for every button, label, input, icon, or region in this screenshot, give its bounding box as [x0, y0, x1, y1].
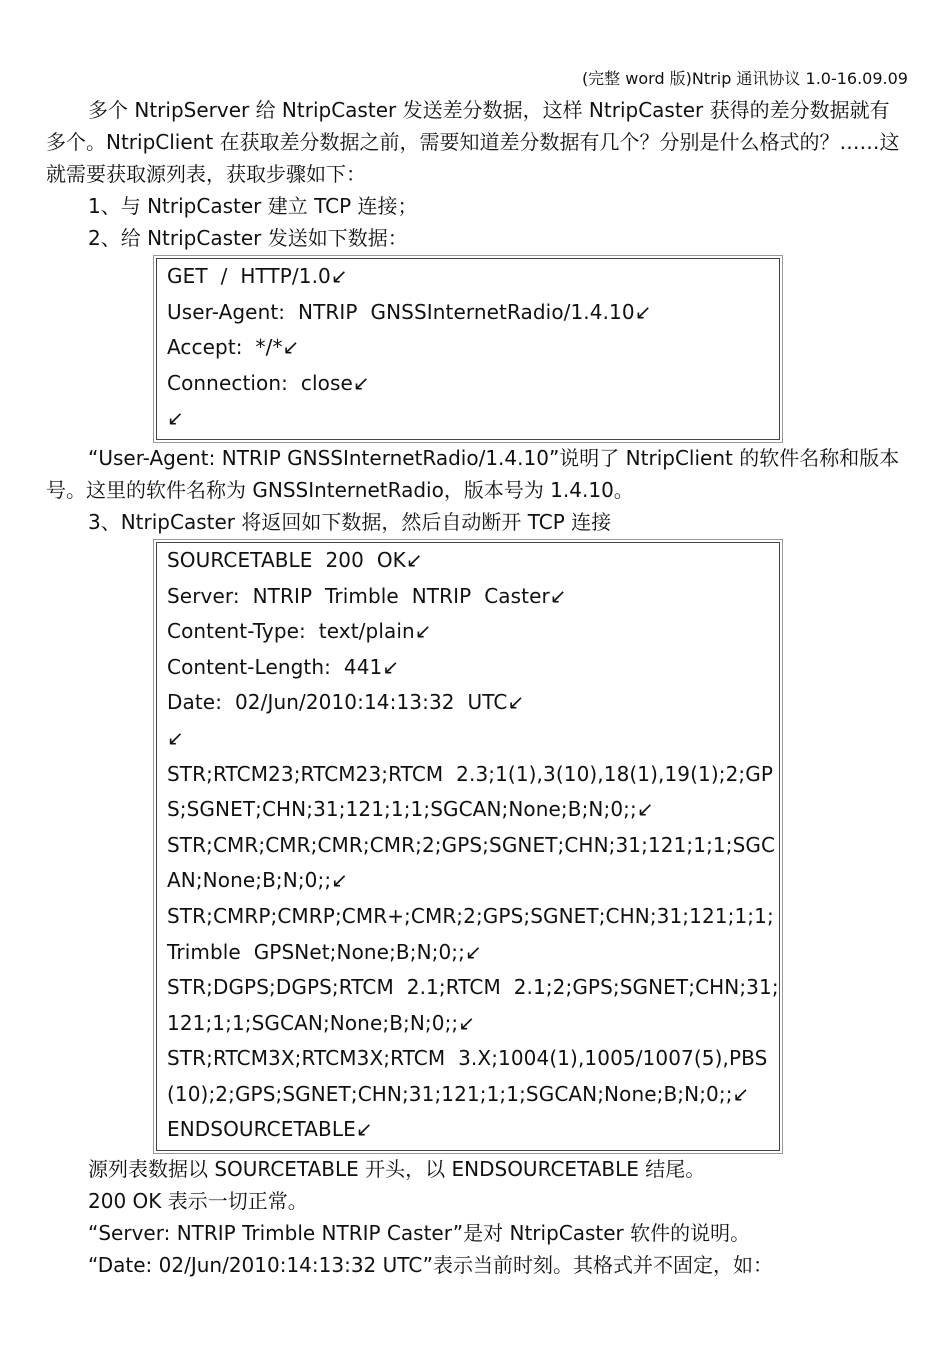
response-line: STR;RTCM3X;RTCM3X;RTCM 3.X;1004(1),1005/1007(5),PBS(10);2;GPS;SGNET;CHN;31;121;1;1;SGCAN;None;B;N;0;;↙	[167, 1046, 768, 1106]
response-line: STR;CMR;CMR;CMR;CMR;2;GPS;SGNET;CHN;31;121;1;1;SGCAN;None;B;N;0;;↙	[167, 832, 776, 893]
response-line: ↙	[167, 725, 184, 750]
response-line: STR;DGPS;DGPS;RTCM 2.1;RTCM 2.1;2;GPS;SGNET;CHN;31;121;1;1;SGCAN;None;B;N;0;;↙	[167, 975, 779, 1035]
response-line: Content-Type: text/plain↙	[167, 619, 432, 644]
step-2: 2、给 NtripCaster 发送如下数据：	[88, 226, 408, 250]
intro-paragraph: 多个 NtripServer 给 NtripCaster 发送差分数据，这样 NtripCaster 获得的差分数据就有多个。NtripClient 在获取差分数据之前，需要知道差分数据有几个？分别是什么格式的？……这就需要获取源列表，获取步骤如下：	[46, 98, 900, 186]
step-1: 1、与 NtripCaster 建立 TCP 连接；	[88, 194, 418, 218]
note-date: “Date: 02/Jun/2010:14:13:32 UTC”表示当前时刻。其格式并不固定，如：	[88, 1253, 774, 1278]
response-code-box	[156, 542, 780, 1151]
request-code-box	[156, 258, 780, 440]
response-line: SOURCETABLE 200 OK↙	[167, 547, 423, 572]
response-line: STR;RTCM23;RTCM23;RTCM 2.3;1(1),3(10),18(1),19(1);2;GPS;SGNET;CHN;31;121;1;1;SGCAN;None;B;N;0;;↙	[167, 761, 774, 822]
response-line: Content-Length: 441↙	[167, 654, 400, 679]
response-line: Date: 02/Jun/2010:14:13:32 UTC↙	[167, 690, 525, 715]
document-body	[46, 94, 908, 1281]
request-line: Accept: */*↙	[167, 335, 300, 360]
request-line: Connection: close↙	[167, 370, 370, 395]
response-line: ENDSOURCETABLE↙	[167, 1117, 373, 1142]
request-line: User-Agent: NTRIP GNSSInternetRadio/1.4.10↙	[167, 299, 652, 324]
explain-paragraph: “User-Agent: NTRIP GNSSInternetRadio/1.4.10”说明了 NtripClient 的软件名称和版本号。这里的软件名称为 GNSSInternetRadio，版本号为 1.4.10。	[46, 445, 900, 502]
note-server: “Server: NTRIP Trimble NTRIP Caster”是对 NtripCaster 软件的说明。	[88, 1221, 751, 1246]
request-line: ↙	[167, 406, 184, 431]
response-line: Server: NTRIP Trimble NTRIP Caster↙	[167, 583, 567, 608]
response-line: STR;CMRP;CMRP;CMR+;CMR;2;GPS;SGNET;CHN;31;121;1;1;Trimble GPSNet;None;B;N;0;;↙	[167, 903, 774, 964]
note-200-ok: 200 OK 表示一切正常。	[88, 1189, 308, 1214]
note-sourcetable: 源列表数据以 SOURCETABLE 开头，以 ENDSOURCETABLE 结尾。	[88, 1157, 706, 1182]
request-line: GET / HTTP/1.0↙	[167, 264, 348, 288]
page-header: (完整 word 版)Ntrip 通讯协议 1.0-16.09.09	[581, 69, 908, 88]
step-3: 3、NtripCaster 将返回如下数据，然后自动断开 TCP 连接	[88, 509, 612, 534]
